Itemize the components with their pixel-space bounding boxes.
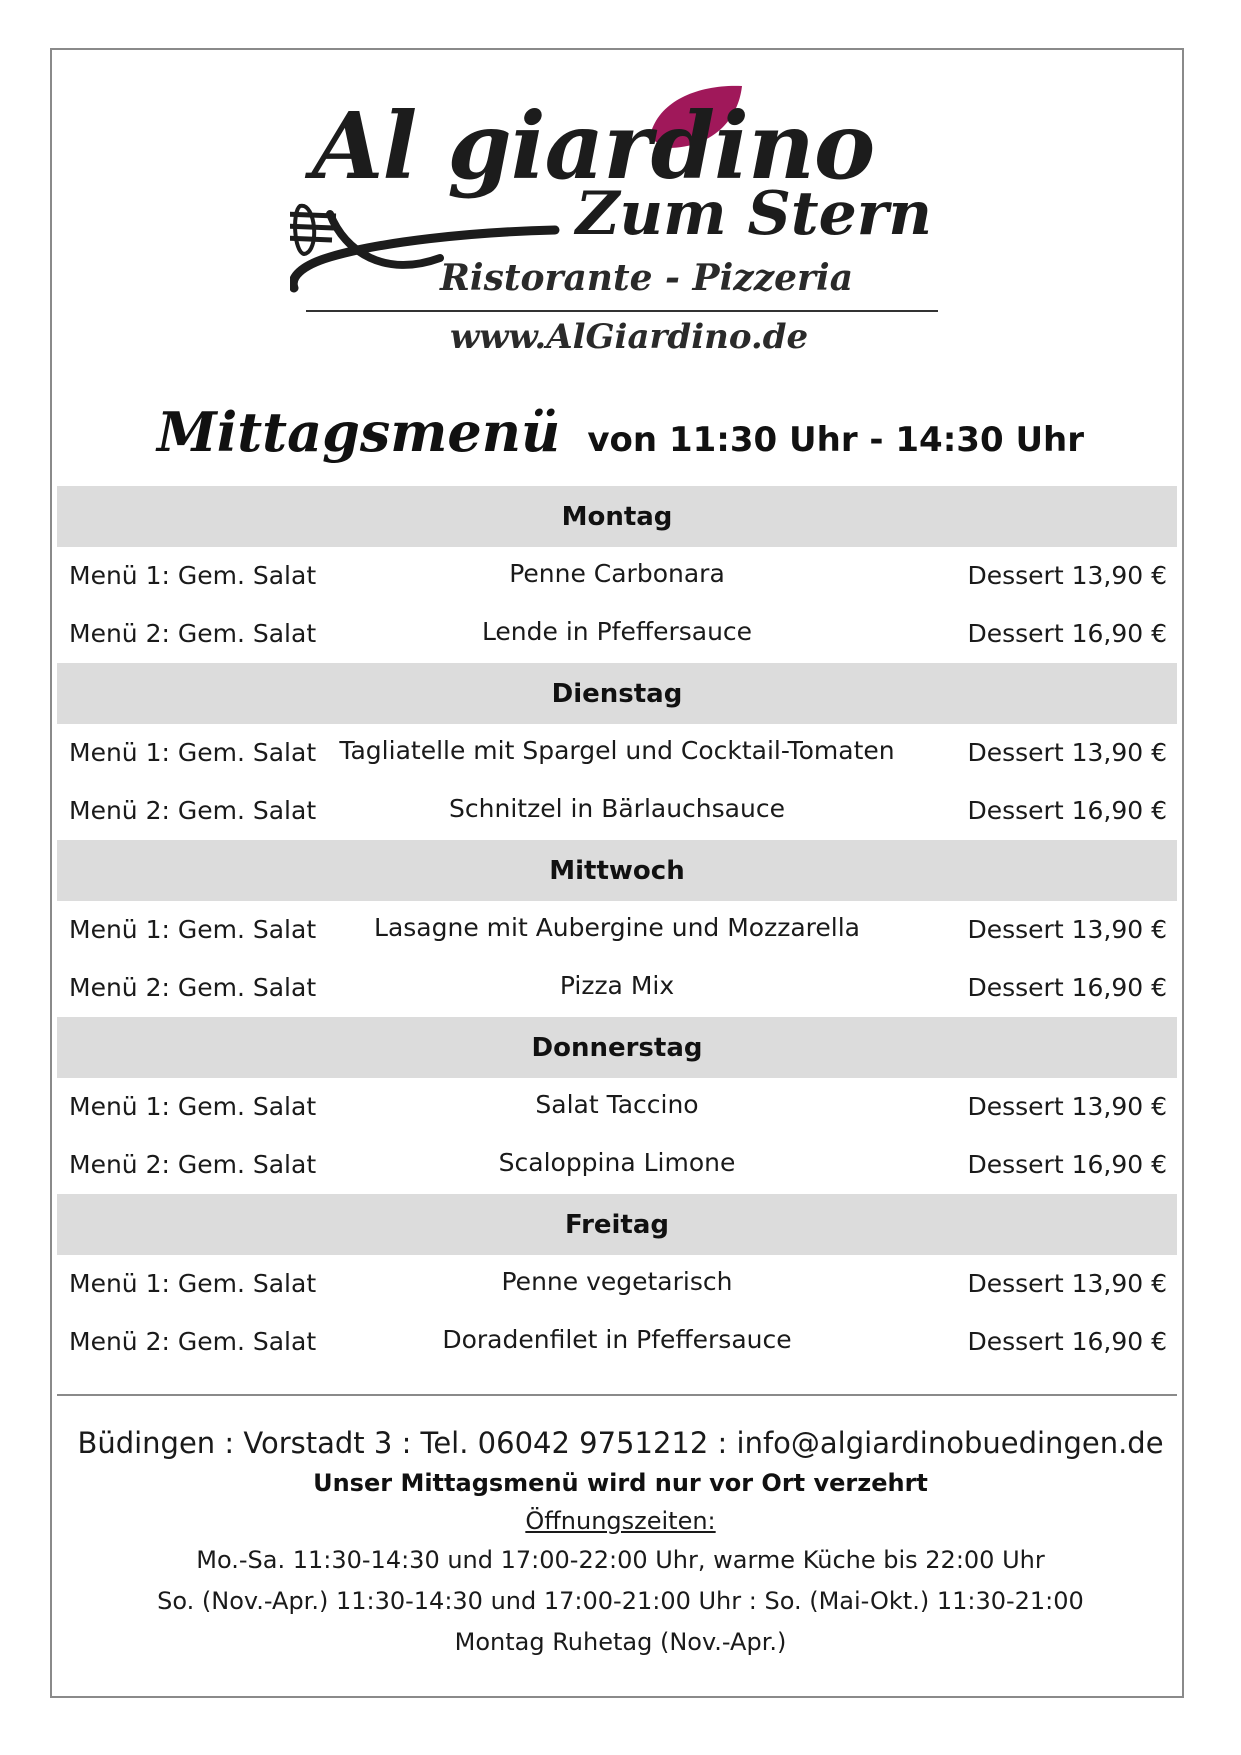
menu-dish: Schnitzel in Bärlauchsauce xyxy=(449,794,785,823)
day-header: Mittwoch xyxy=(57,840,1177,901)
menu-row xyxy=(57,547,1177,605)
menu-price: Dessert 13,90 € xyxy=(967,1092,1167,1121)
logo-name: Al giardino xyxy=(312,92,875,200)
menu-price: Dessert 16,90 € xyxy=(967,796,1167,825)
menu-price: Dessert 16,90 € xyxy=(967,619,1167,648)
menu-course: Menü 1: Gem. Salat xyxy=(69,1092,317,1121)
serving-time: von 11:30 Uhr - 14:30 Uhr xyxy=(587,420,1085,460)
menu-row xyxy=(57,901,1177,959)
page-title: Mittagsmenü xyxy=(156,400,561,464)
day-header: Dienstag xyxy=(57,663,1177,724)
menu-row xyxy=(57,1313,1177,1371)
menu-dish: Penne vegetarisch xyxy=(501,1267,733,1296)
menu-row xyxy=(57,605,1177,663)
footer xyxy=(0,1422,1241,1663)
contact-info: Büdingen : Vorstadt 3 : Tel. 06042 9751212 : info@algiardinobuedingen.de xyxy=(77,1426,1164,1460)
logo-divider xyxy=(306,310,938,312)
menu-row xyxy=(57,1255,1177,1313)
menu-price: Dessert 13,90 € xyxy=(967,738,1167,767)
menu-row xyxy=(57,1078,1177,1136)
menu-course: Menü 2: Gem. Salat xyxy=(69,973,317,1002)
restaurant-logo xyxy=(290,82,950,362)
menu-dish: Tagliatelle mit Spargel und Cocktail-Tomaten xyxy=(339,736,895,765)
menu-row xyxy=(57,782,1177,840)
menu-price: Dessert 13,90 € xyxy=(967,915,1167,944)
menu-price: Dessert 16,90 € xyxy=(967,1150,1167,1179)
menu-course: Menü 1: Gem. Salat xyxy=(69,1269,317,1298)
logo-url: www.AlGiardino.de xyxy=(450,317,809,357)
menu-dish: Scaloppina Limone xyxy=(498,1148,736,1177)
dine-in-note: Unser Mittagsmenü wird nur vor Ort verzehrt xyxy=(313,1469,928,1497)
menu-heading xyxy=(0,400,1241,464)
opening-hours-line: Montag Ruhetag (Nov.-Apr.) xyxy=(454,1628,787,1656)
menu-dish: Salat Taccino xyxy=(535,1090,699,1119)
menu-course: Menü 2: Gem. Salat xyxy=(69,796,317,825)
menu-table xyxy=(57,486,1177,1371)
menu-course: Menü 1: Gem. Salat xyxy=(69,561,317,590)
menu-course: Menü 2: Gem. Salat xyxy=(69,619,317,648)
menu-row xyxy=(57,1136,1177,1194)
menu-dish: Lende in Pfeffersauce xyxy=(481,617,753,646)
day-header: Montag xyxy=(57,486,1177,547)
logo-subname: Zum Stern xyxy=(575,179,932,249)
menu-price: Dessert 13,90 € xyxy=(967,561,1167,590)
menu-row xyxy=(57,724,1177,782)
menu-price: Dessert 13,90 € xyxy=(967,1269,1167,1298)
menu-dish: Penne Carbonara xyxy=(509,559,725,588)
menu-price: Dessert 16,90 € xyxy=(967,973,1167,1002)
menu-row xyxy=(57,959,1177,1017)
menu-price: Dessert 16,90 € xyxy=(967,1327,1167,1356)
opening-hours-line: So. (Nov.-Apr.) 11:30-14:30 und 17:00-21:00 Uhr : So. (Mai-Okt.) 11:30-21:00 xyxy=(157,1587,1084,1615)
day-header: Donnerstag xyxy=(57,1017,1177,1078)
menu-course: Menü 1: Gem. Salat xyxy=(69,738,317,767)
menu-course: Menü 2: Gem. Salat xyxy=(69,1327,317,1356)
logo-tagline: Ristorante - Pizzeria xyxy=(440,257,854,299)
menu-dish: Doradenfilet in Pfeffersauce xyxy=(442,1325,792,1354)
menu-dish: Pizza Mix xyxy=(559,971,675,1000)
footer-divider xyxy=(57,1394,1177,1396)
menu-course: Menü 2: Gem. Salat xyxy=(69,1150,317,1179)
menu-dish: Lasagne mit Aubergine und Mozzarella xyxy=(374,913,860,942)
menu-course: Menü 1: Gem. Salat xyxy=(69,915,317,944)
day-header: Freitag xyxy=(57,1194,1177,1255)
opening-hours-line: Mo.-Sa. 11:30-14:30 und 17:00-22:00 Uhr, warme Küche bis 22:00 Uhr xyxy=(196,1546,1045,1574)
opening-hours-title: Öffnungszeiten: xyxy=(525,1507,716,1535)
